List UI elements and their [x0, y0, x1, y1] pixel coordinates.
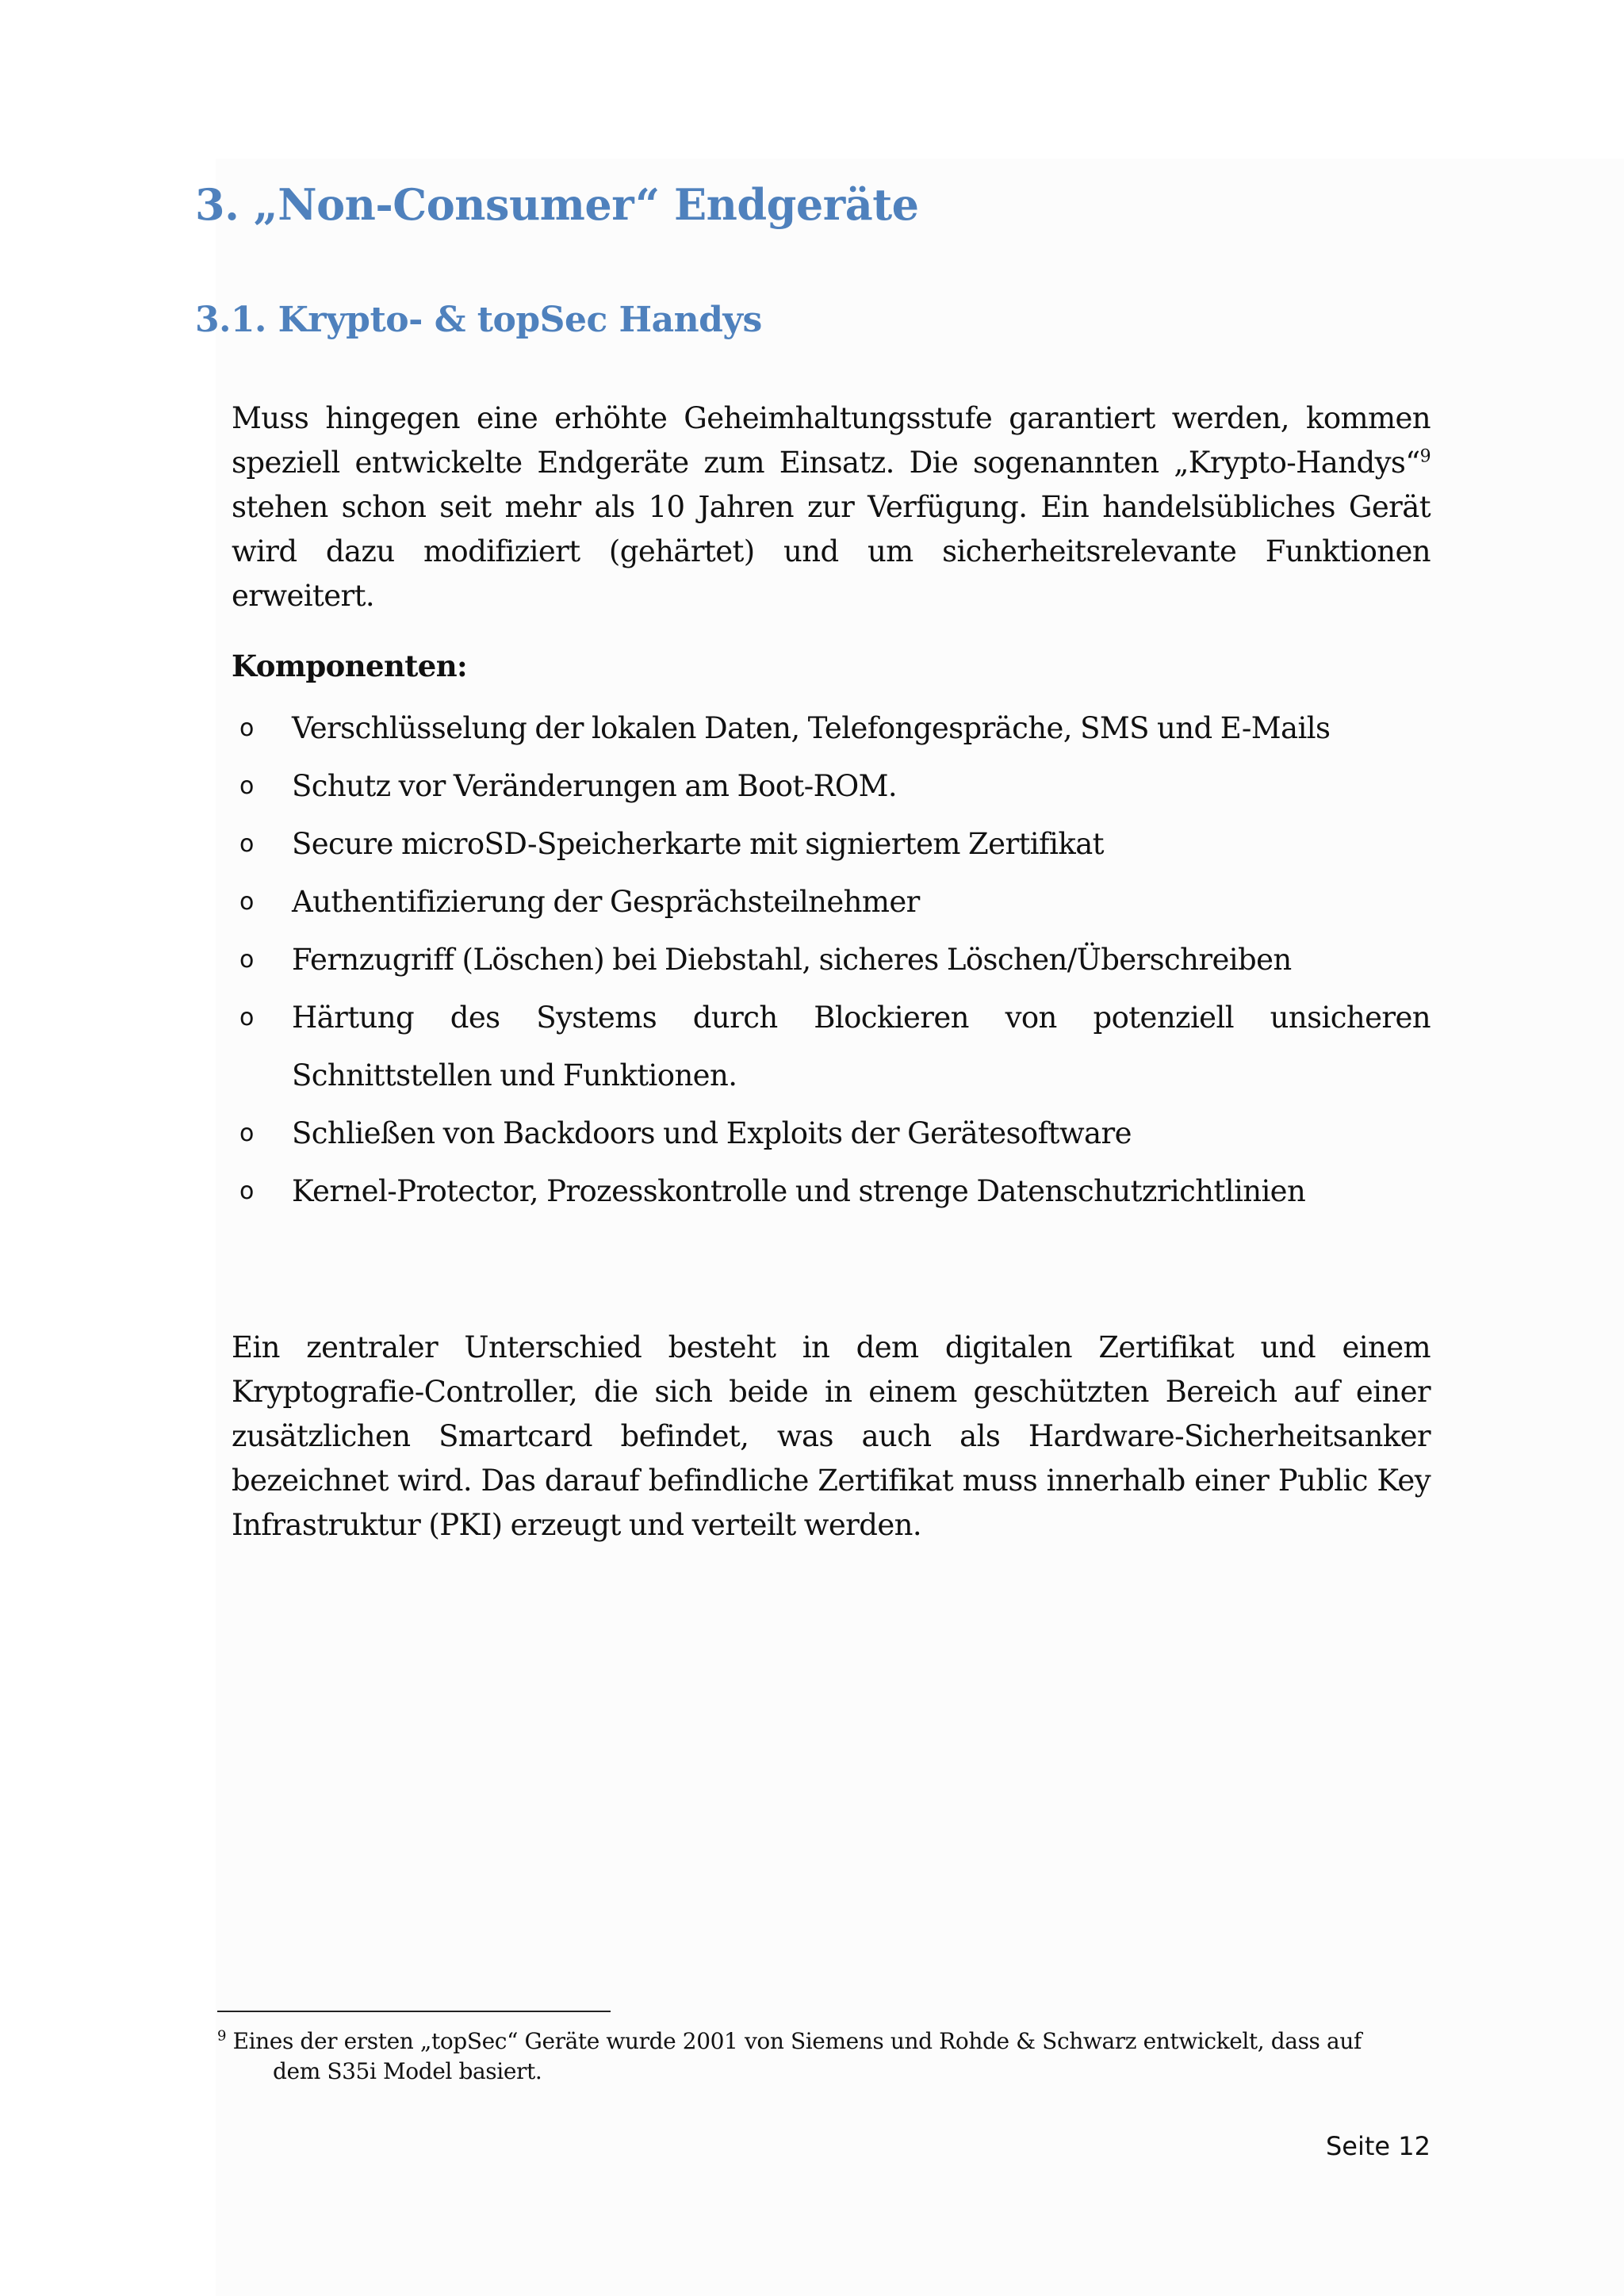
bullet-icon: o	[239, 714, 254, 742]
list-item	[232, 931, 1431, 989]
subsection-heading: 3.1. Krypto- & topSec Handys	[195, 300, 762, 340]
list-item-text: Schließen von Backdoors und Exploits der Gerätesoftware	[292, 1116, 1132, 1150]
bullet-icon: o	[239, 946, 254, 974]
footnote-reference[interactable]: 9	[1419, 446, 1431, 467]
conclusion-paragraph: Ein zentraler Unterschied besteht in dem digitalen Zertifikat und einem Kryptografie-Controller, die sich beide in einem geschützten Bereich auf einer zusätzlichen Smartcard befindet, was auch als Hardware-Sicherheitsanker bezeichnet wird. Das darauf befindliche Zertifikat muss innerhalb einer Public Key Infrastruktur (PKI) erzeugt und verteilt werden.	[232, 1330, 1431, 1542]
bullet-icon: o	[239, 772, 254, 800]
list-item	[232, 757, 1431, 815]
bullet-icon: o	[239, 1004, 254, 1031]
list-item	[232, 1104, 1431, 1162]
list-item	[232, 815, 1431, 873]
footnote-number: 9	[217, 2027, 227, 2045]
list-item-text: Verschlüsselung der lokalen Daten, Telefongespräche, SMS und E-Mails	[292, 711, 1331, 745]
footnote	[217, 2026, 1438, 2087]
list-item	[232, 699, 1431, 757]
components-list	[232, 699, 1431, 1220]
footnote-text: Eines der ersten „topSec“ Geräte wurde 2001 von Siemens und Rohde & Schwarz entwickelt, dass auf	[226, 2028, 1362, 2054]
list-item-text: Authentifizierung der Gesprächsteilnehmer	[292, 885, 920, 919]
page-number: Seite 12	[1325, 2131, 1431, 2161]
intro-paragraph	[232, 396, 1431, 618]
section-heading: 3. „Non-Consumer“ Endgeräte	[195, 179, 919, 230]
list-item	[232, 1162, 1431, 1220]
bullet-icon: o	[239, 1119, 254, 1147]
footnote-line-1	[217, 2026, 1438, 2057]
list-item-text: Fernzugriff (Löschen) bei Diebstahl, sicheres Löschen/Überschreiben	[292, 943, 1292, 977]
list-item-text: Härtung des Systems durch Blockieren von potenziell unsicheren Schnittstellen und Funktionen.	[292, 1001, 1431, 1093]
bullet-icon: o	[239, 830, 254, 858]
intro-text-end: stehen schon seit mehr als 10 Jahren zur Verfügung. Ein handelsübliches Gerät wird dazu modifiziert (gehärtet) und um sicherheitsrelevante Funktionen erweitert.	[232, 490, 1431, 613]
bullet-icon: o	[239, 1177, 254, 1205]
list-item	[232, 873, 1431, 931]
list-item	[232, 989, 1431, 1104]
footnote-line-2: dem S35i Model basiert.	[273, 2058, 542, 2084]
intro-text-start: Muss hingegen eine erhöhte Geheimhaltungsstufe garantiert werden, kommen speziell entwickelte Endgeräte zum Einsatz. Die sogenannten „Krypto-Handys“	[232, 401, 1431, 480]
bullet-icon: o	[239, 888, 254, 916]
list-item-text: Secure microSD-Speicherkarte mit signiertem Zertifikat	[292, 827, 1104, 861]
list-item-text: Schutz vor Veränderungen am Boot-ROM.	[292, 769, 898, 803]
footnote-separator	[217, 2011, 611, 2012]
list-item-text: Kernel-Protector, Prozesskontrolle und strenge Datenschutzrichtlinien	[292, 1174, 1306, 1208]
components-label: Komponenten:	[232, 649, 468, 683]
